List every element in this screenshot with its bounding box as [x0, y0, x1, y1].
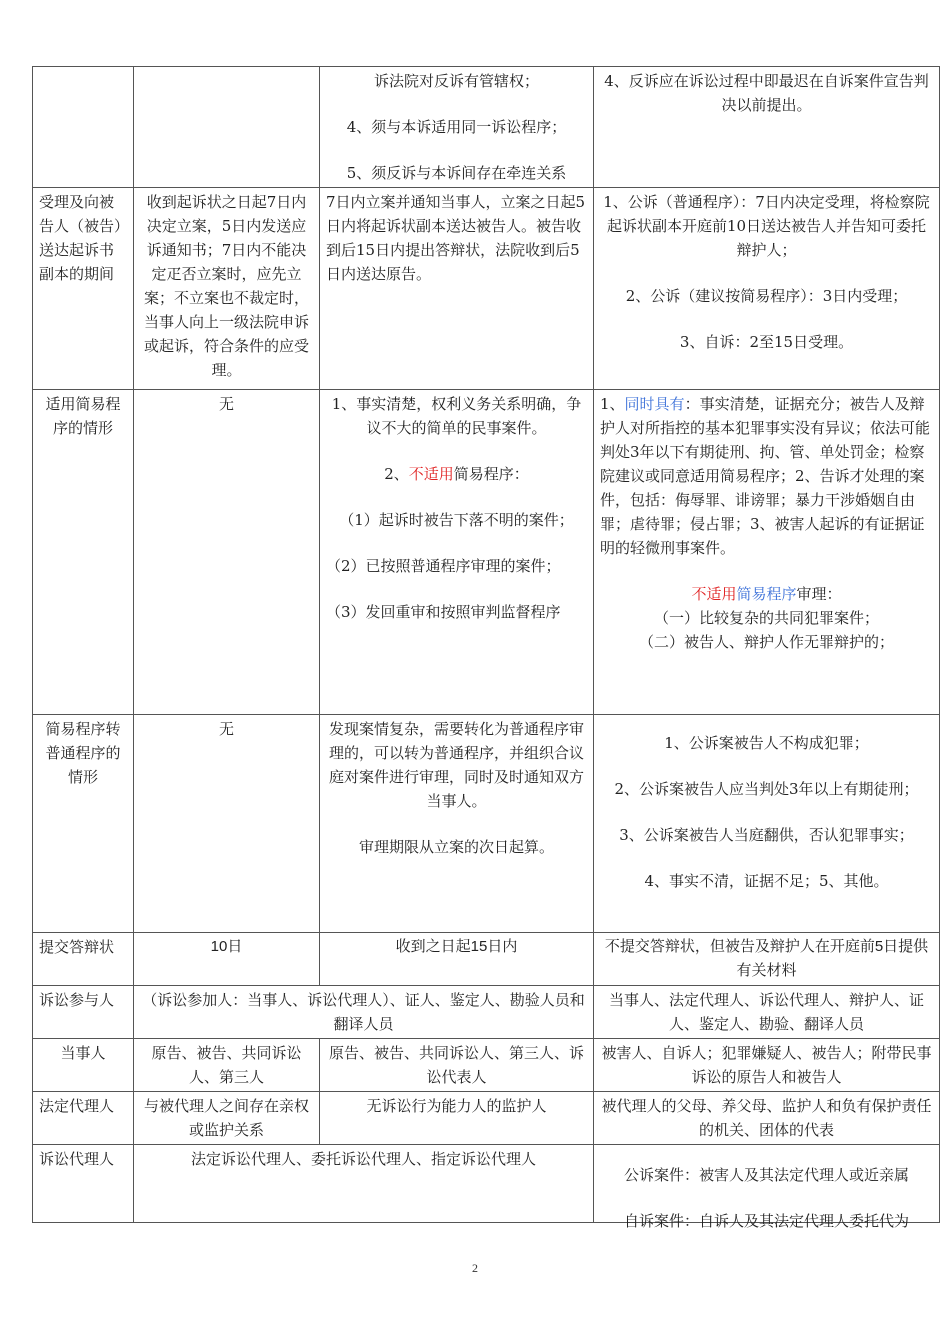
criminal-cell: [594, 933, 940, 986]
row-header: 当事人: [60, 1044, 106, 1062]
highlight-red: 不适用: [691, 585, 737, 603]
cell-text: 1、公诉案被告人不构成犯罪；: [664, 734, 869, 752]
row-header-cell: [33, 67, 134, 188]
row-header: 诉讼代理人: [39, 1150, 115, 1168]
cell-text: （3）发回重审和按照审判监督程序: [326, 603, 561, 621]
cell-text: （二）被告人、辩护人作无罪辩护的；: [638, 633, 894, 651]
text-span: 1、: [600, 395, 625, 413]
criminal-cell: [594, 390, 940, 715]
table-row: [33, 1039, 940, 1092]
table-row: [33, 67, 940, 188]
highlight-blue: 简易程序: [736, 585, 797, 603]
row-header: 简易程序转普通程序的情形: [45, 720, 121, 786]
cell-text: （诉讼参加人：当事人、诉讼代理人）、证人、鉴定人、勘验人员和翻译人员: [142, 991, 585, 1033]
criminal-cell: [594, 1039, 940, 1092]
row-header-cell: [33, 188, 134, 390]
civil-cell: [320, 1039, 594, 1092]
criminal-cell: [594, 1092, 940, 1145]
row-header: 适用简易程序的情形: [45, 395, 121, 437]
row-header: 提交答辩状: [39, 938, 115, 956]
cell-text: （1）起诉时被告下落不明的案件；: [339, 511, 574, 529]
table-row: [33, 933, 940, 986]
cell-text: 收到之日起15日内: [395, 938, 518, 955]
civil-admin-cell: [134, 1039, 320, 1092]
civil-cell: [320, 1092, 594, 1145]
cell-text: 原告、被告、共同诉讼人、第三人、诉讼代表人: [328, 1044, 584, 1086]
row-header-cell: [33, 933, 134, 986]
row-header: 诉讼参与人: [39, 991, 115, 1009]
row-header-cell: [33, 1092, 134, 1145]
highlight-red: 不适用: [408, 465, 454, 483]
civil-admin-cell: [134, 1092, 320, 1145]
civil-admin-cell: [134, 67, 320, 188]
cell-text: [326, 462, 587, 486]
table-row: [33, 188, 940, 390]
cell-text: 不提交答辩状，但被告及辩护人在开庭前5日提供有关材料: [604, 938, 929, 979]
cell-text: 自诉案件：自诉人及其法定代理人委托代为: [623, 1212, 909, 1230]
cell-text: 3、自诉：2至15日受理。: [679, 333, 854, 351]
civil-admin-cell: [134, 188, 320, 390]
criminal-cell: [594, 986, 940, 1039]
cell-text: 审理期限从立案的次日起算。: [358, 838, 554, 856]
cell-text: 2、公诉（建议按简易程序）：3日内受理；: [625, 287, 908, 305]
row-header-cell: [33, 1039, 134, 1092]
table-row: [33, 1092, 940, 1145]
civil-cell: [320, 67, 594, 188]
row-header-cell: [33, 390, 134, 715]
table-row: [33, 986, 940, 1039]
page-number: 2: [472, 1261, 478, 1275]
cell-text: （一）比较复杂的共同犯罪案件；: [653, 609, 879, 627]
cell-text: 法定诉讼代理人、委托诉讼代理人、指定诉讼代理人: [190, 1150, 536, 1168]
cell-text: 公诉案件：被害人及其法定代理人或近亲属: [623, 1166, 909, 1184]
row-header-cell: [33, 1145, 134, 1223]
cell-text: 收到起诉状之日起7日内决定立案，5日内发送应诉通知书；7日内不能决定疋否立案时，应先立案；不立案也不裁定时，当事人向上一级法院申诉或起诉，符合条件的应受理。: [143, 193, 309, 379]
cell-text: 原告、被告、共同诉讼人、第三人: [151, 1044, 302, 1086]
cell-text: 无: [218, 720, 234, 738]
comparison-table: [32, 66, 940, 1230]
civil-cell: [320, 390, 594, 715]
cell-text: [600, 392, 933, 560]
row-header-cell: [33, 715, 134, 933]
civil-merged-cell: [134, 1145, 594, 1223]
civil-admin-cell: [134, 933, 320, 986]
row-header: 法定代理人: [39, 1097, 115, 1115]
cell-text: 被代理人的父母、养父母、监护人和负有保护责任的机关、团体的代表: [601, 1097, 932, 1139]
civil-cell: [320, 715, 594, 933]
row-header-cell: [33, 986, 134, 1039]
cell-text: 10日: [210, 938, 243, 955]
cell-text: 当事人、法定代理人、诉讼代理人、辩护人、证人、鉴定人、勘验、翻译人员: [608, 991, 924, 1033]
criminal-cell: [594, 715, 940, 933]
cell-text: 1、公诉（普通程序）：7日内决定受理，将检察院起诉状副本开庭前10日送达被告人并告知可委托辩护人；: [603, 193, 930, 259]
cell-text: 3、公诉案被告人当庭翻供，否认犯罪事实；: [619, 826, 914, 844]
table-row: [33, 390, 940, 715]
cell-text: 被害人、自诉人；犯罪嫌疑人、被告人；附带民事诉讼的原告人和被告人: [601, 1044, 932, 1086]
cell-text: [600, 582, 933, 606]
cell-text: （2）已按照普通程序审理的案件；: [326, 557, 561, 575]
civil-cell: [320, 188, 594, 390]
text-span: ：事实清楚，证据充分；被告人及辩护人对所指控的基本犯罪事实没有异议；依法可能判处3年以下有期徒刑、拘、管、单处罚金；检察院建议或同意适用简易程序；2、告诉才处理的案件，包括：侮辱罪、诽谤罪；暴力干涉婚姻自由罪；虐待罪；侵占罪；3、被害人起诉的有证据证明的轻微刑事案件。: [600, 395, 931, 557]
cell-text: 发现案情复杂，需要转化为普通程序审理的，可以转为普通程序，并组织合议庭对案件进行审理，同时及时通知双方当事人。: [328, 720, 584, 810]
civil-admin-cell: [134, 715, 320, 933]
table-row: [33, 715, 940, 933]
cell-text: 与被代理人之间存在亲权或监护关系: [143, 1097, 309, 1139]
criminal-cell: [594, 188, 940, 390]
civil-cell: [320, 933, 594, 986]
cell-text: 1、事实清楚，权利义务关系明确，争议不大的简单的民事案件。: [331, 395, 582, 437]
cell-text: 4、须与本诉适用同一诉讼程序；: [346, 118, 567, 136]
cell-text: 无: [218, 395, 234, 413]
text-span: 简易程序：: [453, 465, 529, 483]
row-header: 受理及向被告人（被告）送达起诉书副本的期间: [39, 193, 122, 283]
text-span: 审理：: [796, 585, 842, 603]
highlight-blue: 同时具有: [624, 395, 685, 413]
cell-text: 2、公诉案被告人应当判处3年以上有期徒刑；: [614, 780, 919, 798]
cell-text: 4、反诉应在诉讼过程中即最迟在自诉案件宣告判决以前提出。: [604, 72, 929, 114]
cell-text: 7日内立案并通知当事人，立案之日起5日内将起诉状副本送达被告人。被告收到后15日内提出答辩状，法院收到后5日内送达原告。: [326, 193, 586, 283]
civil-admin-cell: [134, 390, 320, 715]
text-span: 2、: [384, 465, 409, 483]
criminal-cell: [594, 67, 940, 188]
cell-text: 5、须反诉与本诉间存在牵连关系: [346, 164, 567, 182]
table-row: [33, 1145, 940, 1223]
civil-merged-cell: [134, 986, 594, 1039]
cell-text: 诉法院对反诉有管辖权；: [373, 72, 539, 90]
criminal-cell: [594, 1145, 940, 1230]
cell-text: 无诉讼行为能力人的监护人: [366, 1097, 547, 1115]
cell-text: 4、事实不清，证据不足；5、其他。: [644, 872, 889, 890]
